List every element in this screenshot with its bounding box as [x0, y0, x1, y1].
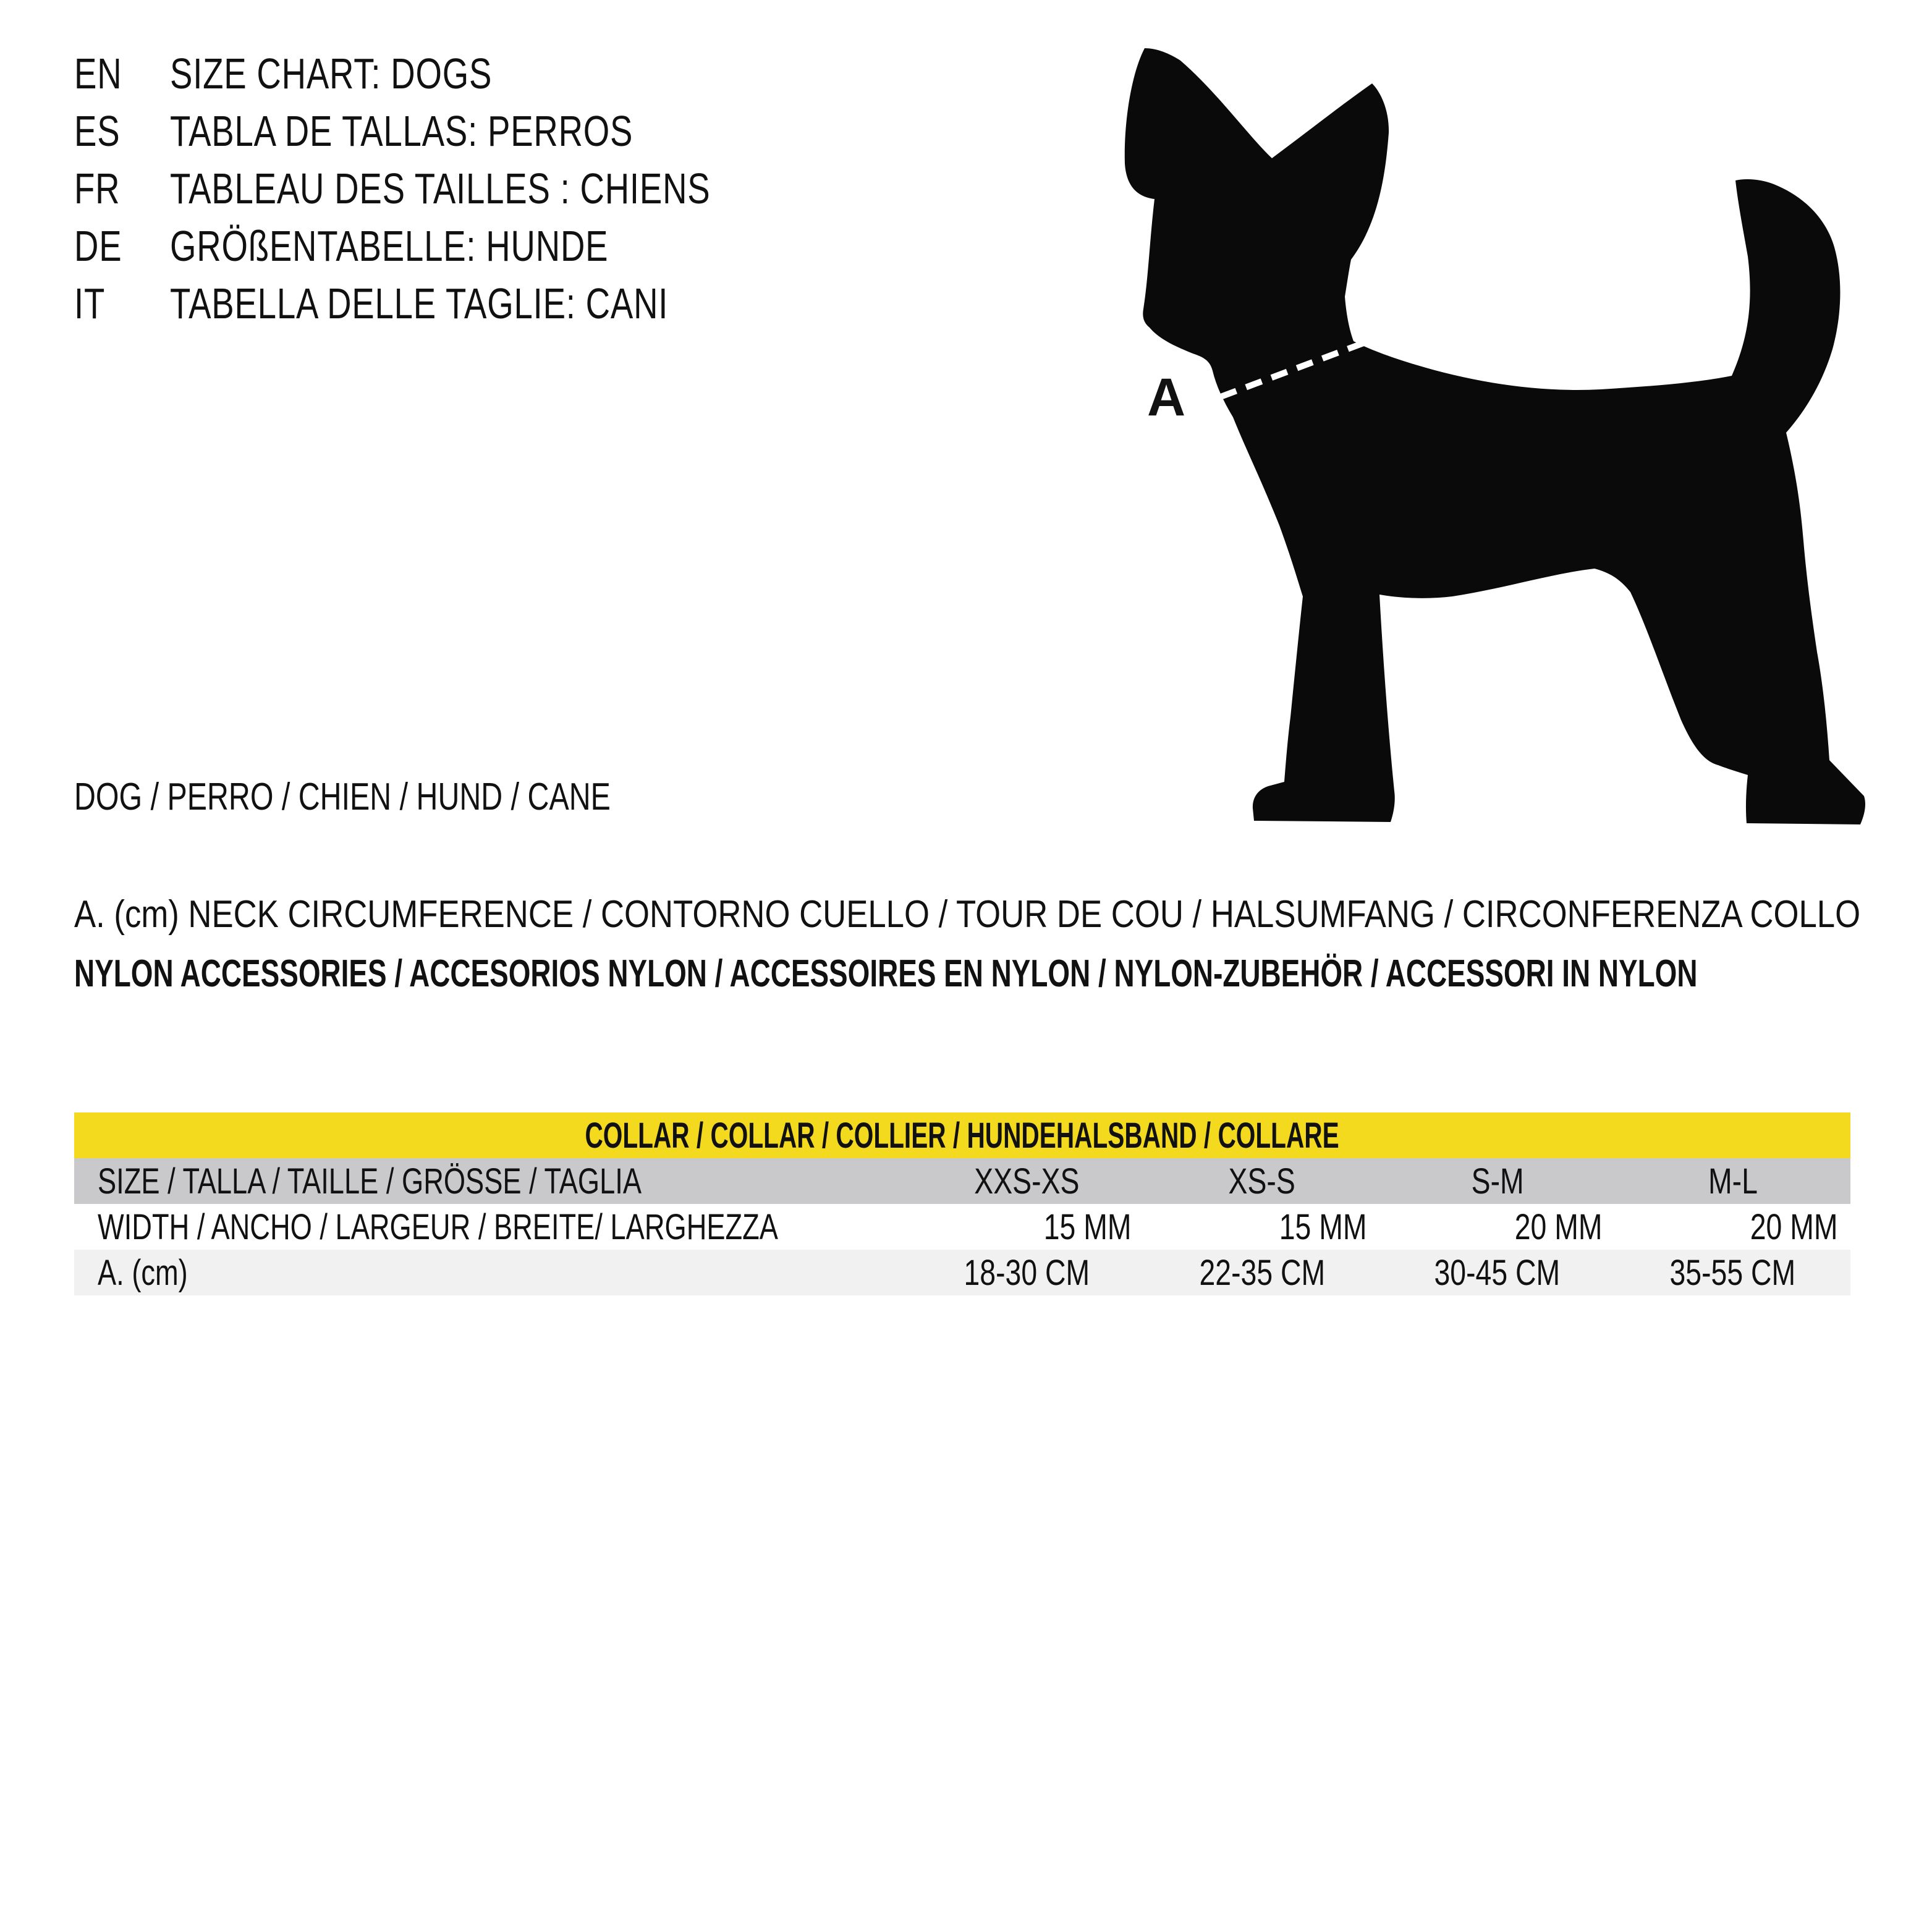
neck-value: 18-30 CM — [964, 1252, 1090, 1293]
collar-size-table — [74, 1112, 1850, 1295]
neck-value: 35-55 CM — [1669, 1252, 1796, 1293]
width-value: 15 MM — [1044, 1206, 1132, 1247]
dog-measurement-figure — [1106, 37, 1916, 834]
language-title-list — [74, 44, 863, 332]
language-row-it — [74, 274, 863, 332]
language-code: EN — [74, 49, 122, 98]
table-title-row — [74, 1112, 1850, 1158]
material-note: NYLON ACCESSORIES / ACCESORIOS NYLON / ACCESSOIRES EN NYLON / NYLON-ZUBEHÖR / ACCESSORI IN NYLON — [74, 952, 1698, 995]
language-code: DE — [74, 221, 122, 270]
language-title: SIZE CHART: DOGS — [170, 49, 493, 98]
width-row-label: WIDTH / ANCHO / LARGEUR / BREITE/ LARGHEZZA — [98, 1206, 778, 1247]
width-value: 20 MM — [1750, 1206, 1838, 1247]
table-size-header-row — [74, 1158, 1850, 1204]
animal-caption: DOG / PERRO / CHIEN / HUND / CANE — [74, 776, 611, 818]
width-value: 20 MM — [1514, 1206, 1603, 1247]
size-col-xxs-xs: XXS-XS — [974, 1161, 1080, 1201]
language-row-de — [74, 217, 863, 274]
language-code: FR — [74, 164, 121, 213]
neck-measurement-note: A. (cm) NECK CIRCUMFERENCE / CONTORNO CUELLO / TOUR DE COU / HALSUMFANG / CIRCONFERENZA COLLO — [74, 893, 1861, 936]
language-title: GRÖßENTABELLE: HUNDE — [170, 221, 609, 270]
language-row-fr — [74, 159, 863, 217]
neck-row-label: A. (cm) — [98, 1252, 188, 1293]
table-neck-row — [74, 1250, 1850, 1295]
language-title: TABLEAU DES TAILLES : CHIENS — [170, 164, 711, 213]
language-code: ES — [74, 106, 121, 155]
measure-label-a: A — [1147, 368, 1186, 427]
size-row-label: SIZE / TALLA / TAILLE / GRÖSSE / TAGLIA — [98, 1161, 642, 1201]
language-title: TABELLA DELLE TAGLIE: CANI — [170, 279, 669, 328]
language-code: IT — [74, 279, 106, 328]
language-row-es — [74, 102, 863, 159]
size-col-xs-s: XS-S — [1228, 1161, 1296, 1201]
width-value: 15 MM — [1279, 1206, 1367, 1247]
table-width-row — [74, 1204, 1850, 1250]
size-col-m-l: M-L — [1708, 1161, 1758, 1201]
neck-value: 22-35 CM — [1199, 1252, 1325, 1293]
language-row-en — [74, 44, 863, 102]
dog-silhouette-icon — [1125, 48, 1865, 824]
size-col-s-m: S-M — [1471, 1161, 1524, 1201]
table-title: COLLAR / COLLAR / COLLIER / HUNDEHALSBAND / COLLARE — [585, 1115, 1340, 1156]
language-title: TABLA DE TALLAS: PERROS — [170, 106, 633, 155]
neck-value: 30-45 CM — [1434, 1252, 1561, 1293]
